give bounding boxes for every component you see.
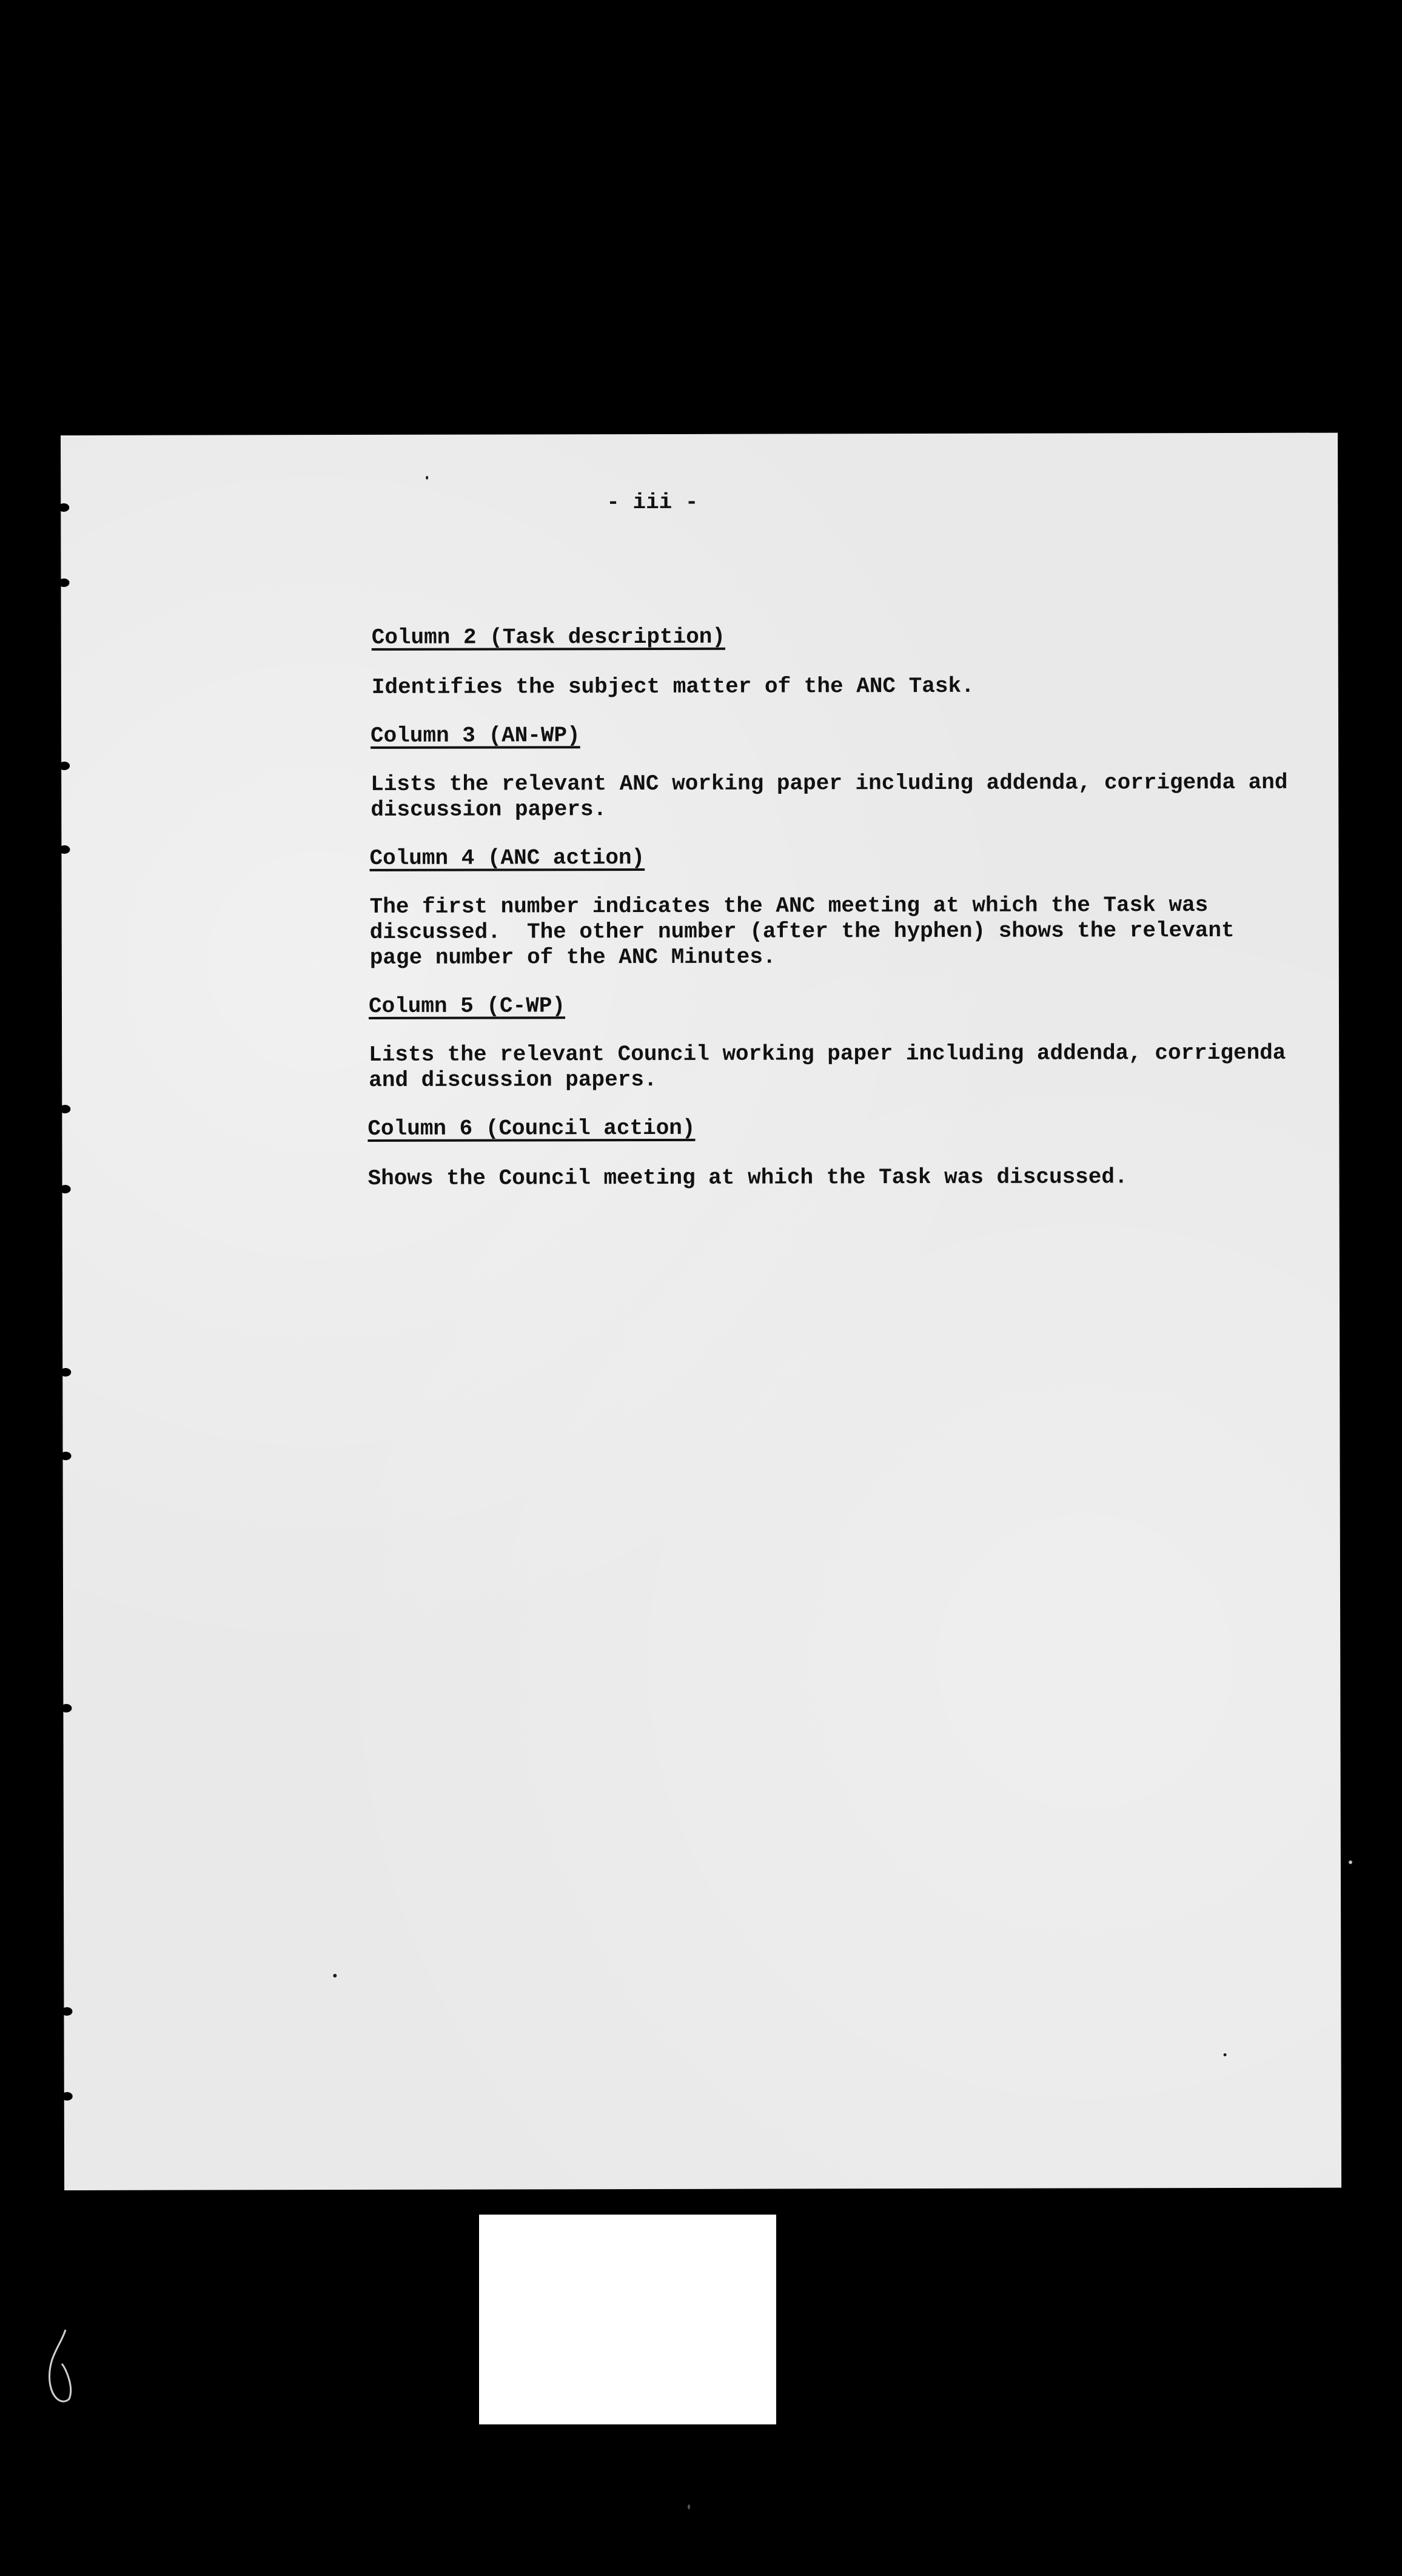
binding-hole-mark [58,579,69,587]
section-heading-column-6: Column 6 (Council action) [367,1115,696,1141]
binding-hole-mark [59,845,70,854]
section-body-line: The first number indicates the ANC meeting at which the Task was [369,893,1209,919]
binding-hole-mark [59,1105,70,1113]
section-body-line: page number of the ANC Minutes. [369,944,776,970]
binding-hole-mark [61,1704,72,1712]
section-heading-column-3: Column 3 (AN-WP) [370,723,580,748]
pencil-mark-icon [42,2327,79,2412]
section-body-line: discussed. The other number (after the hyphen) shows the relevant [369,917,1235,945]
section-heading-column-4: Column 4 (ANC action) [369,845,645,871]
document-page [61,433,1341,2190]
binding-hole-mark [58,503,69,512]
ink-speck [333,1974,337,1977]
page-number: - iii - [606,489,699,515]
ink-speck [688,2504,690,2509]
ink-speck [1224,2053,1227,2056]
binding-hole-mark [59,762,70,770]
blank-paper-slip [479,2215,776,2424]
section-heading-column-2: Column 2 (Task description) [371,624,726,650]
binding-hole-mark [61,1452,72,1460]
section-body-line: and discussion papers. [369,1067,657,1093]
binding-hole-mark [61,2007,72,2016]
section-heading-column-5: Column 5 (C-WP) [368,993,566,1019]
section-body-line: Shows the Council meeting at which the Task was discussed. [367,1164,1128,1191]
binding-hole-mark [62,2092,73,2101]
binding-hole-mark [60,1368,71,1377]
binding-hole-mark [60,1185,71,1193]
section-body-line: Identifies the subject matter of the ANC Task. [371,673,974,700]
ink-speck [426,476,428,480]
section-body-line: Lists the relevant Council working paper including addenda, corrigenda [369,1040,1286,1067]
section-body-line: discussion papers. [371,797,607,822]
section-body-line: Lists the relevant ANC working paper including addenda, corrigenda and [371,770,1288,797]
ink-speck [1349,1860,1352,1864]
